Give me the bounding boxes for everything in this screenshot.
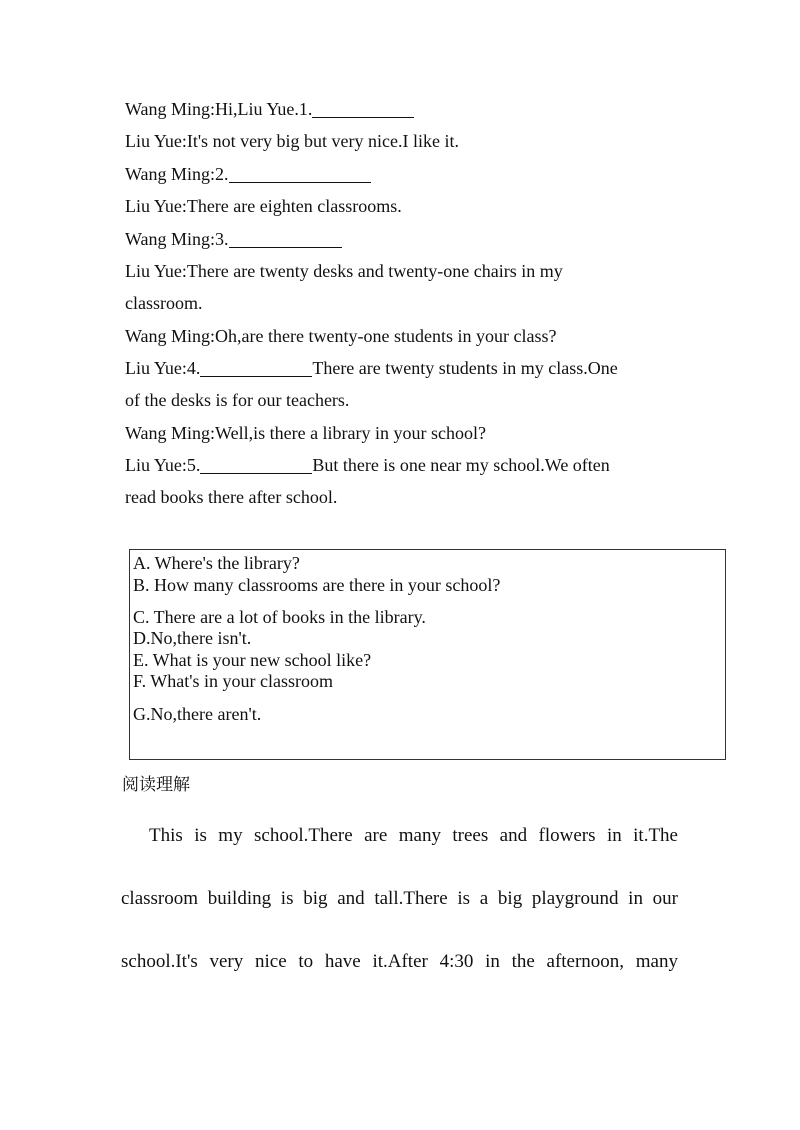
dialogue-line-4: Liu Yue:There are eighten classrooms. — [125, 196, 402, 216]
section-title-reading: 阅读理解 — [122, 775, 190, 795]
dialogue-line-1 — [125, 98, 675, 120]
answer-blank-5[interactable] — [200, 457, 312, 474]
dialogue-line-3-text: Wang Ming:2. — [125, 164, 229, 184]
option-f: F. What's in your classroom — [133, 671, 333, 691]
reading-line-2-text: classroom building is big and tall.There is a big playground in our — [121, 888, 678, 909]
dialogue-line-2: Liu Yue:It's not very big but very nice.I like it. — [125, 131, 460, 151]
dialogue-line-12 — [125, 454, 673, 476]
answer-blank-2[interactable] — [229, 166, 371, 183]
dialogue-line-7: classroom. — [125, 293, 203, 313]
dialogue-line-12-suffix: But there is one near my school.We often — [312, 455, 610, 475]
dialogue-line-9 — [125, 357, 673, 379]
reading-line-3 — [121, 950, 678, 974]
dialogue-line-11: Wang Ming:Well,is there a library in your school? — [125, 423, 487, 443]
reading-line-1-text: This is my school.There are many trees and flowers in it.The — [149, 825, 678, 846]
option-b: B. How many classrooms are there in your school? — [133, 575, 501, 595]
dialogue-line-12-prefix: Liu Yue:5. — [125, 455, 201, 475]
dialogue-line-8: Wang Ming:Oh,are there twenty-one students in your class? — [125, 326, 557, 346]
dialogue-line-10: of the desks is for our teachers. — [125, 390, 350, 410]
dialogue-line-5 — [125, 228, 675, 250]
dialogue-line-5-text: Wang Ming:3. — [125, 229, 229, 249]
answer-blank-3[interactable] — [229, 231, 342, 248]
dialogue-line-13: read books there after school. — [125, 487, 338, 507]
dialogue-line-1-text: Wang Ming:Hi,Liu Yue.1. — [125, 99, 313, 119]
reading-line-3-text: school.It's very nice to have it.After 4:30 in the afternoon, many — [121, 951, 678, 972]
dialogue-line-9-prefix: Liu Yue:4. — [125, 358, 201, 378]
dialogue-line-3 — [125, 163, 675, 185]
dialogue-line-9-suffix: There are twenty students in my class.One — [312, 358, 618, 378]
reading-line-1 — [149, 824, 678, 848]
answer-blank-4[interactable] — [200, 360, 312, 377]
option-e: E. What is your new school like? — [133, 650, 372, 670]
dialogue-line-6: Liu Yue:There are twenty desks and twenty-one chairs in my — [125, 261, 563, 281]
option-c: C. There are a lot of books in the library. — [133, 607, 426, 627]
option-g: G.No,there aren't. — [133, 704, 262, 724]
option-d: D.No,there isn't. — [133, 628, 252, 648]
answer-blank-1[interactable] — [312, 101, 414, 118]
options-box — [129, 549, 726, 760]
option-a: A. Where's the library? — [133, 553, 300, 573]
reading-line-2 — [121, 887, 678, 911]
